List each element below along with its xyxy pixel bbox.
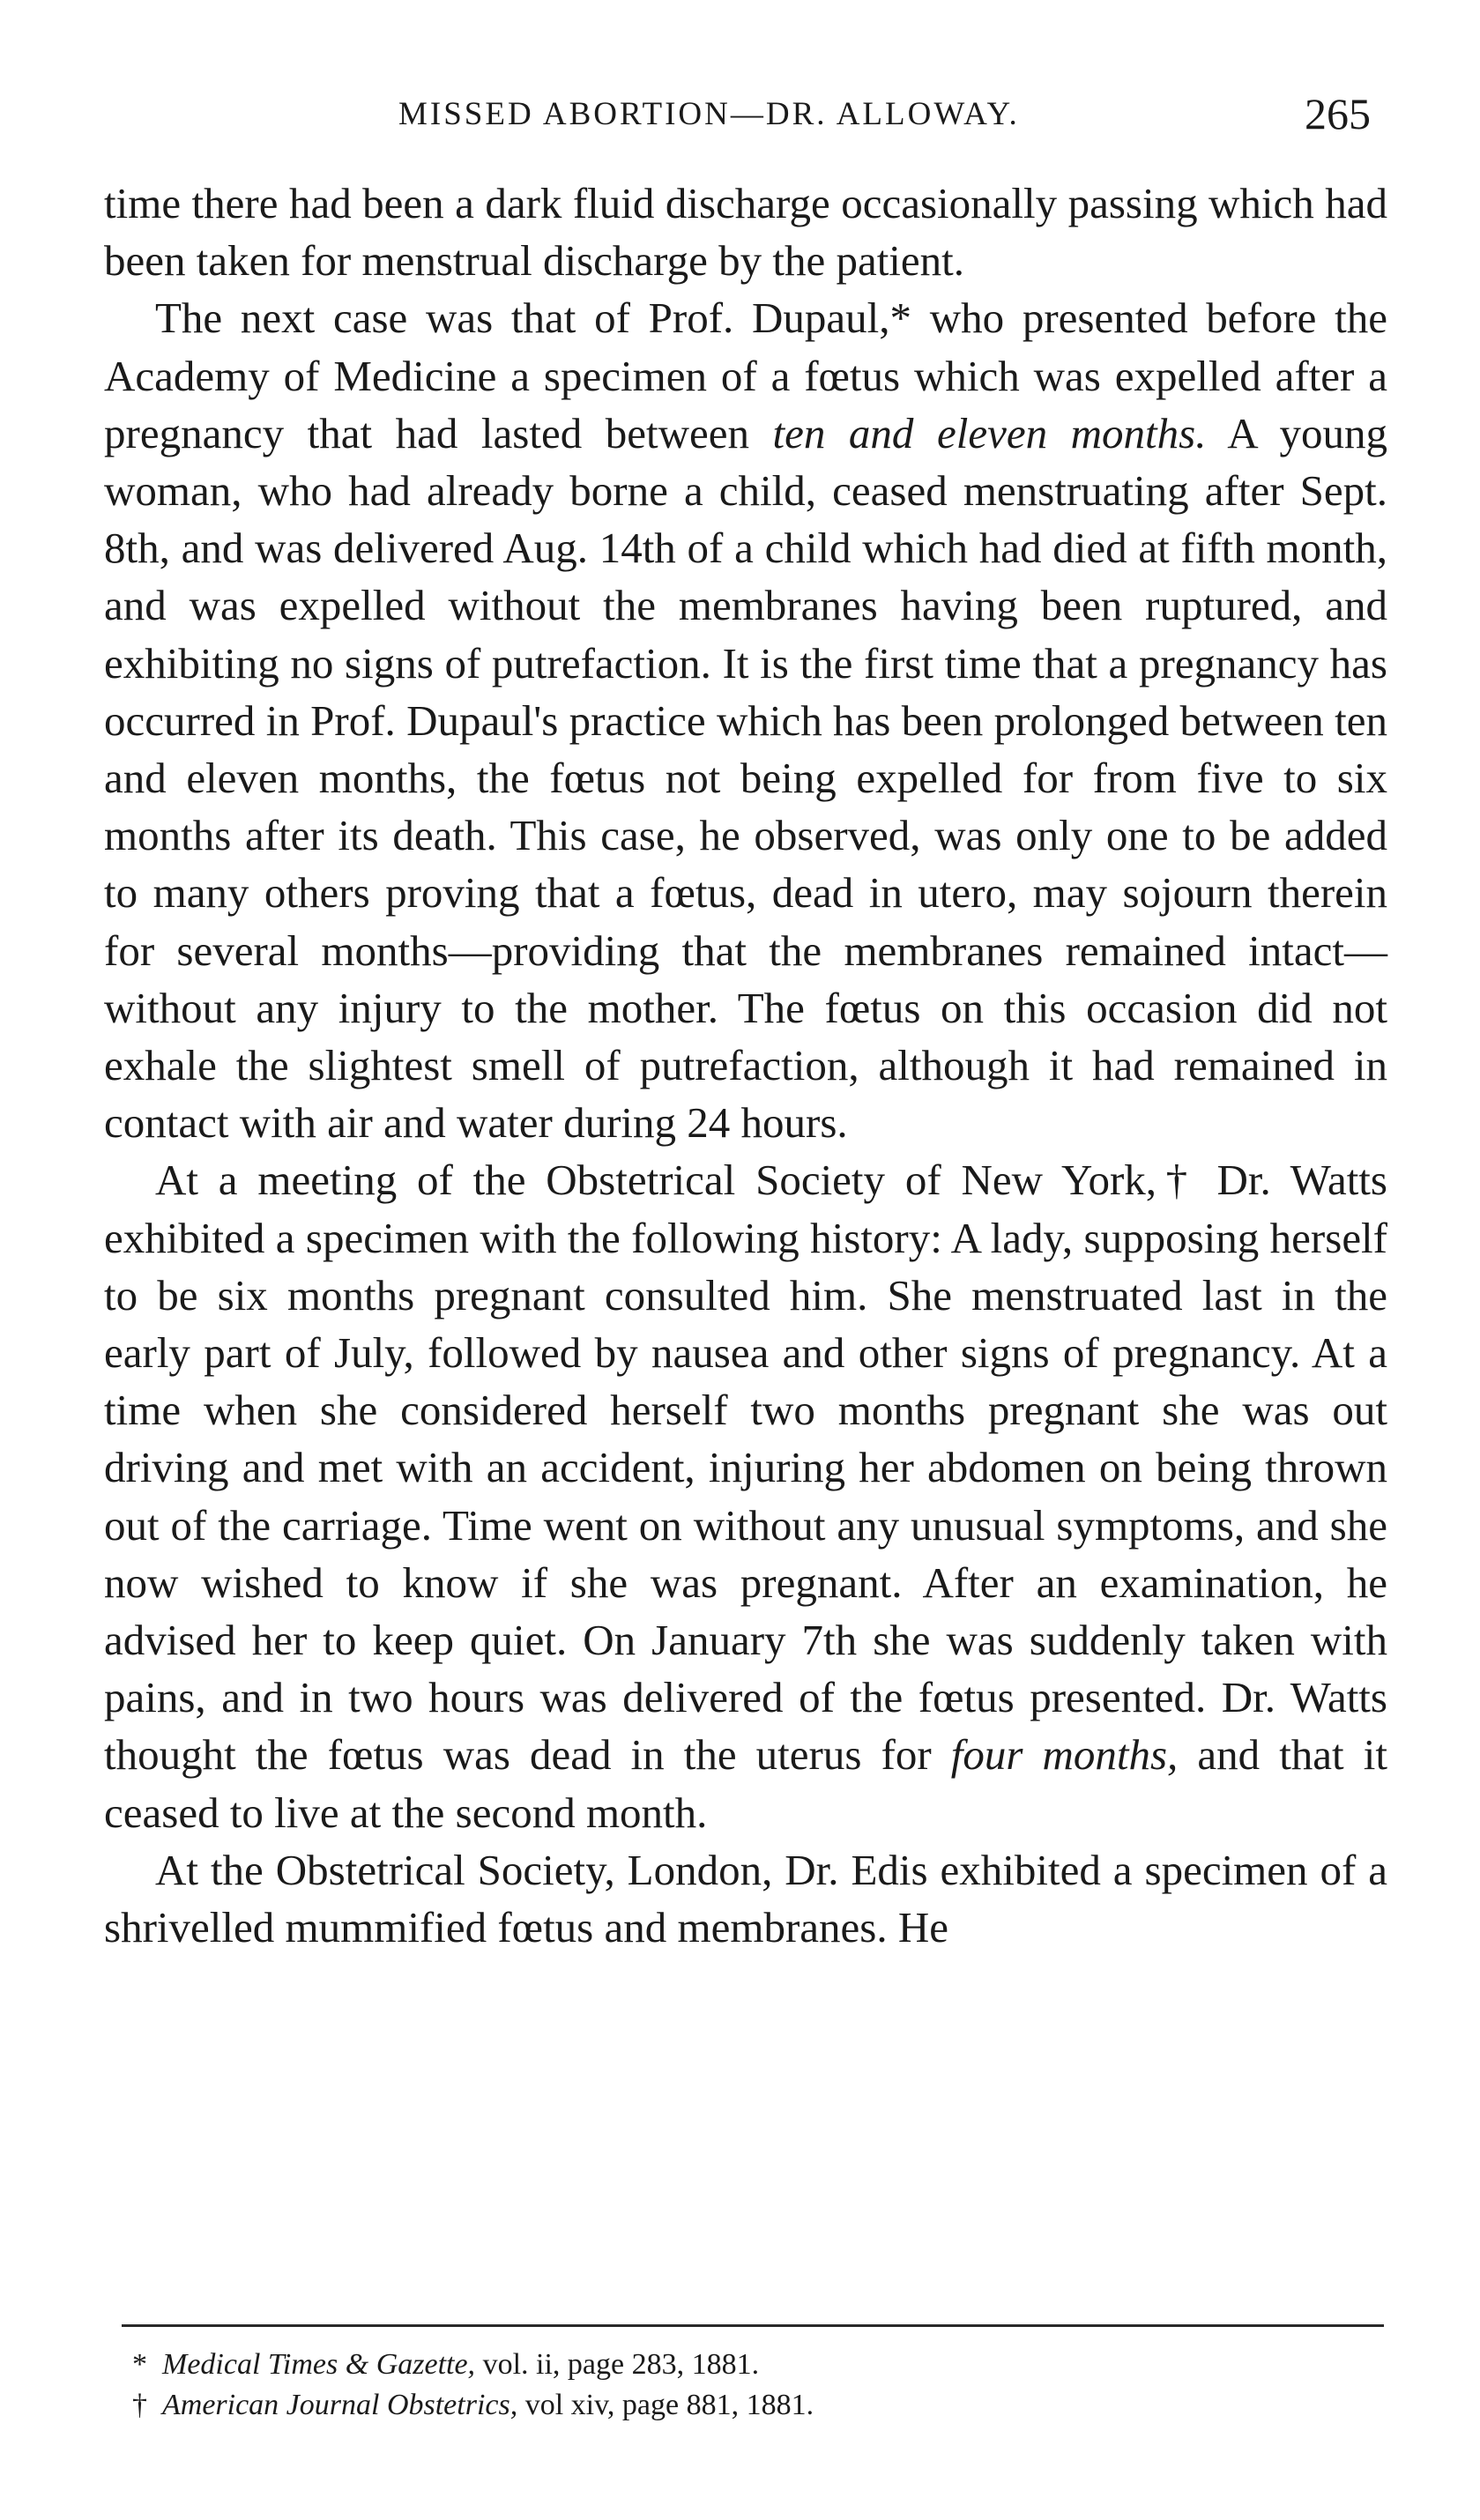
footnote-citation: vol. ii, page 283, 1881. [475,2348,760,2381]
paragraph-edis-case [104,1841,1387,1956]
footnote-mark: * [132,2348,147,2381]
body-text [104,175,1387,1956]
running-title: MISSED ABORTION—DR. ALLOWAY. [398,96,1020,132]
footnotes [132,2345,1366,2426]
footnote-divider [122,2324,1384,2327]
paragraph-text: At a meeting of the Obstetrical Society of New York,† Dr. Watts exhibited a specimen with the following history: A lady, supposing herself to be six months pregnant consulted him. She menstruated last in the early part of July, followed by nausea and other signs of pregnancy. At a time when she considered herself two months pregnant she was out driving and met with an accident, injuring her abdomen on being thrown out of the carriage. Time went on without any unusual symptoms, and she now wished to know if she was pregnant. After an examination, he advised her to keep quiet. On January 7th she was suddenly taken with pains, and in two hours was delivered of the fœtus presented. Dr. Watts thought the fœtus was dead in the uterus for [104,1156,1387,1780]
running-head [0,88,1480,141]
paragraph-text: time there had been a dark fluid discharge occasionally passing which had been taken for menstrual discharge by the patient. [104,179,1387,286]
paragraph-text: and that it ceased to live at the second month. [104,1730,1387,1837]
paragraph-continued [104,175,1387,289]
footnote-citation: vol xiv, page 881, 1881. [517,2389,814,2421]
paragraph-text: At the Obstetrical Society, London, Dr. Edis exhibited a specimen of a shrivelled mummified fœtus and membranes. He [104,1845,1387,1952]
paragraph-watts-case [104,1151,1387,1840]
footnote [132,2385,1366,2426]
footnote-source: American Journal Obstetrics, [162,2389,518,2421]
paragraph-text: A young woman, who had already borne a child, ceased menstruating after Sept. 8th, and was delivered Aug. 14th of a child which had died at fifth month, and was expelled without the membranes having been ruptured, and exhibiting no signs of putrefaction. It is the first time that a pregnancy has occurred in Prof. Dupaul's practice which has been prolonged between ten and eleven months, the fœtus not being expelled for from five to six months after its death. This case, he observed, was only one to be added to many others proving that a fœtus, dead in utero, may sojourn therein for several months—providing that the membranes remained intact—without any injury to the mother. The fœtus on this occasion did not exhale the slightest smell of putrefaction, although it had remained in contact with air and water during 24 hours. [104,408,1387,1148]
paragraph-text: The next case was that of Prof. Dupaul,* who presented before the Academy of Medicine a specimen of a fœtus which was expelled after a pregnancy that had lasted between [104,294,1387,457]
footnote-source: Medical Times & Gazette, [162,2348,476,2381]
italic-emphasis: ten and eleven months. [772,408,1207,457]
page-number: 265 [1305,89,1371,138]
footnote-mark: † [132,2389,147,2421]
italic-emphasis: four months, [950,1730,1179,1780]
paragraph-dupaul-case [104,289,1387,1151]
footnote [132,2345,1366,2385]
